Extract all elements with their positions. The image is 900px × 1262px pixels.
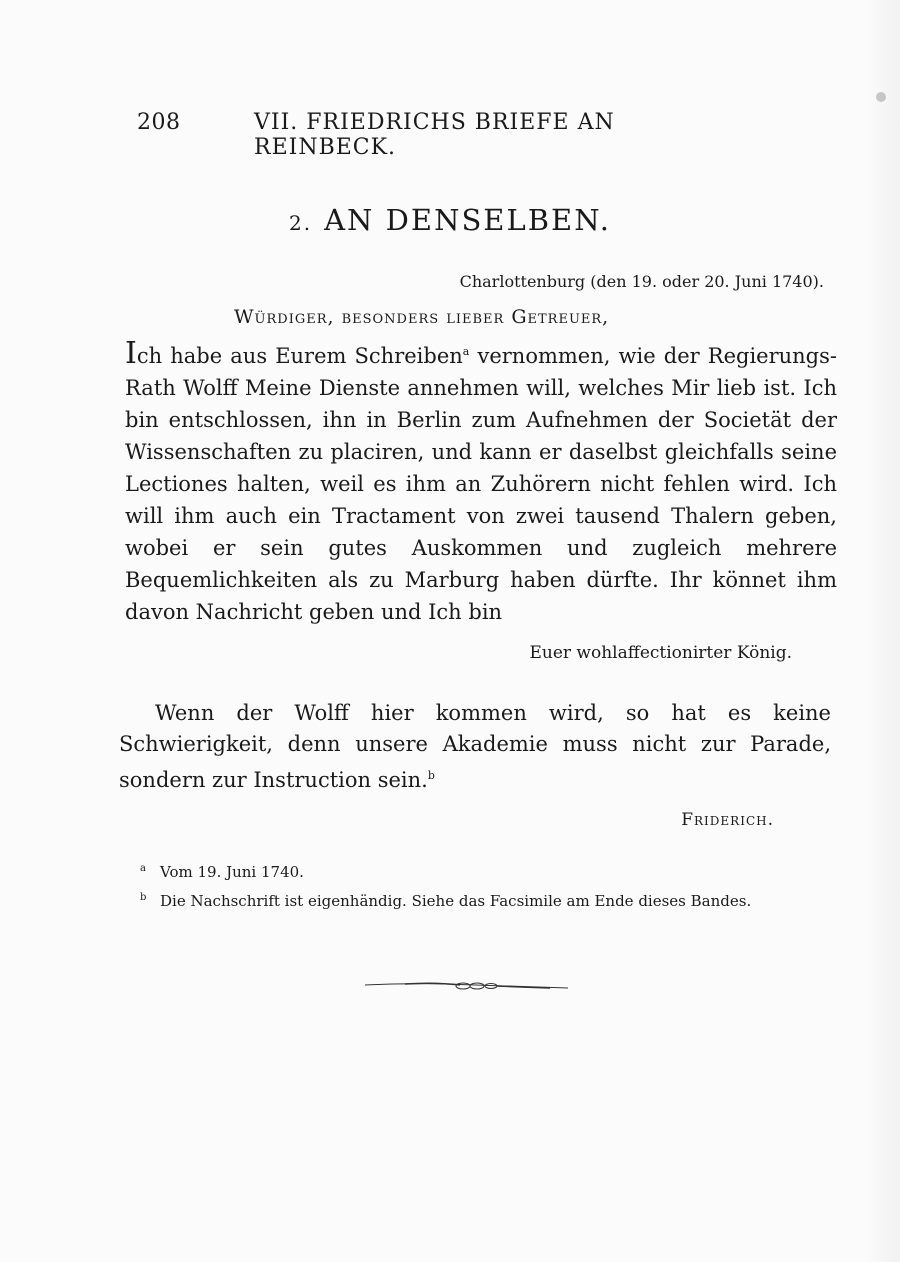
initial-letter: I: [125, 336, 137, 371]
footnote-mark: b: [140, 892, 147, 903]
footnote-text: Die Nachschrift ist eigenhändig. Siehe das Facsimile am Ende dieses Bandes.: [160, 892, 752, 910]
closing: Euer wohlaffectionirter König.: [529, 643, 792, 663]
letter-body-part2: vernommen, wie der Regierungs-Rath Wolff Meine Dienste annehmen will, welches Mir lieb ist. Ich bin entschlossen, ihn in Berlin zum Aufnehmen der Societät der Wissenschaften zu placiren, und kann er daselbst gleichfalls seine Lectiones halten, weil es ihm an Zuhörern nicht fehlen wird. Ich will ihm auch ein Tractament von zwei tausend Thalern geben, wobei er sein gutes Auskommen und zugleich mehrere Bequemlichkeiten als zu Marburg haben dürfte. Ihr könnet ihm davon Nachricht geben und Ich bin: [125, 344, 837, 624]
ornament-divider-icon: [365, 974, 568, 996]
footnote-ref-a: a: [462, 345, 470, 358]
postscript-text: Wenn der Wolff hier kommen wird, so hat es keine Schwierigkeit, denn unsere Akademie muss nicht zur Parade, sondern zur Instruction sein.: [119, 701, 831, 792]
footnotes: [140, 856, 760, 914]
letter-title-text: AN DENSELBEN.: [324, 203, 611, 237]
page-number: 208: [137, 110, 181, 135]
footnote: [140, 856, 760, 885]
page-header: [137, 110, 728, 160]
page-edge-shadow: [866, 0, 900, 1262]
footnote: [140, 885, 760, 914]
running-head: VII. FRIEDRICHS BRIEFE AN REINBECK.: [254, 110, 615, 160]
letter-body: [125, 336, 837, 628]
letter-number: 2.: [289, 211, 313, 235]
dateline: Charlottenburg (den 19. oder 20. Juni 1740).: [459, 272, 824, 291]
footnote-mark: a: [140, 863, 146, 874]
footnote-text: Vom 19. Juni 1740.: [160, 863, 304, 881]
letter-title: [0, 203, 900, 237]
letter-body-part1: ch habe aus Eurem Schreiben: [136, 344, 463, 368]
footnote-ref-b: b: [427, 769, 435, 782]
signature: Friderich.: [681, 810, 774, 830]
salutation: Würdiger, besonders lieber Getreuer,: [234, 306, 610, 328]
postscript: [119, 698, 831, 796]
